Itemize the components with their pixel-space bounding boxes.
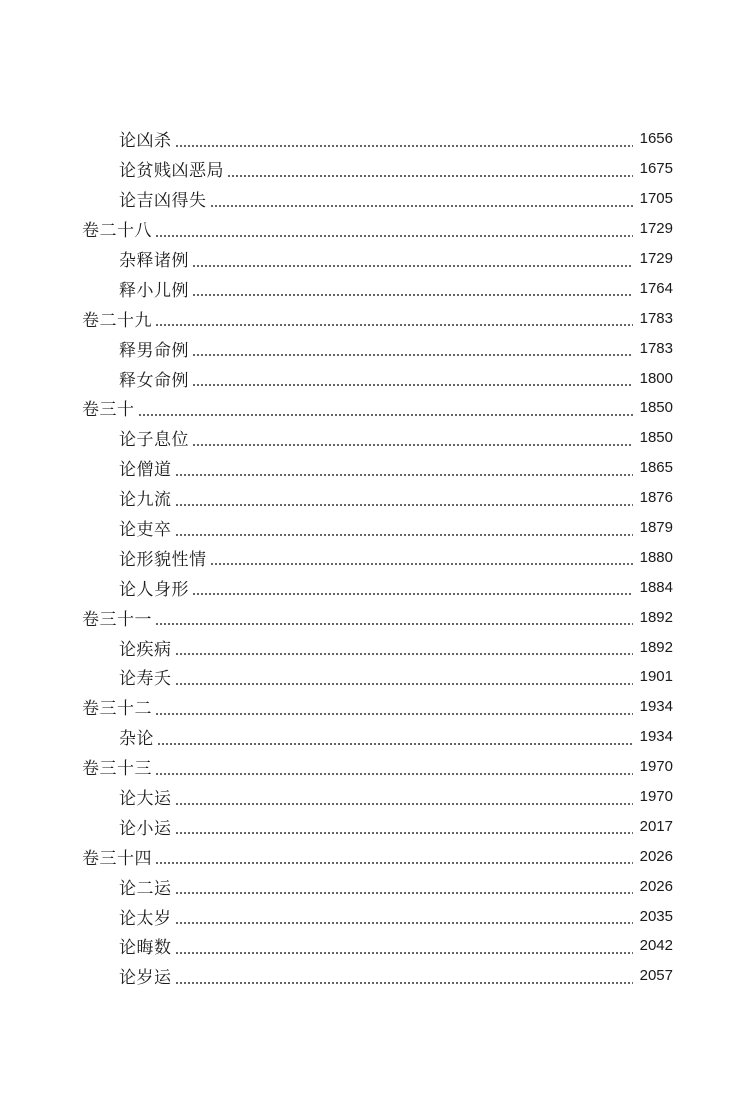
toc-entry-title: 释男命例 [119,340,189,361]
dot-leader [175,972,634,986]
toc-entry-page-number: 1764 [639,279,673,297]
dot-leader [175,135,634,149]
toc-entry-page-number: 1783 [639,309,673,327]
toc-entry-title: 论大运 [119,789,172,810]
toc-entry-title: 论寿夭 [119,669,172,690]
toc-entry-title: 杂释诸例 [119,251,189,271]
dot-leader [175,524,634,538]
toc-entry-page-number: 1850 [639,399,673,417]
dot-leader [155,763,633,777]
toc-volume-entry[interactable] [0,303,755,333]
toc-entry-title: 论岁运 [119,968,172,989]
toc-entry-title: 卷二十九 [82,310,152,331]
dot-leader [192,255,633,269]
toc-entry-page-number: 1892 [639,638,673,656]
toc-entry-title: 卷二十八 [82,221,152,242]
toc-volume-entry[interactable] [0,393,755,423]
toc-entry-title: 卷三十四 [82,848,152,869]
toc-section-entry[interactable] [0,632,755,662]
toc-section-entry[interactable] [0,453,755,483]
toc-section-entry[interactable] [0,483,755,513]
toc-entry-title: 论贫贱凶恶局 [119,161,224,182]
dot-leader [175,494,634,508]
toc-entry-title: 论吉凶得失 [119,191,207,212]
toc-section-entry[interactable] [0,782,755,812]
toc-entry-page-number: 2026 [639,877,673,895]
toc-entry-page-number: 1705 [639,190,673,208]
dot-leader [192,344,633,358]
dot-leader [192,284,633,298]
toc-entry-page-number: 1729 [639,250,673,267]
toc-entry-page-number: 1901 [639,668,673,686]
dot-leader [192,434,633,448]
toc-section-entry[interactable] [0,871,755,901]
dot-leader [192,583,633,597]
toc-entry-title: 卷三十二 [82,699,152,720]
dot-leader [175,912,634,926]
toc-entry-page-number: 2026 [639,847,673,865]
toc-entry-page-number: 1970 [639,758,673,776]
toc-entry-page-number: 1934 [639,698,673,716]
toc-volume-entry[interactable] [0,841,755,871]
toc-entry-page-number: 2017 [639,817,673,835]
toc-entry-title: 论人身形 [119,579,189,600]
dot-leader [155,613,633,627]
toc-entry-page-number: 1850 [639,429,673,447]
toc-entry-title: 卷三十 [82,400,135,421]
toc-entry-page-number: 1729 [639,220,673,238]
dot-leader [155,703,633,717]
toc-entry-title: 论子息位 [119,430,189,451]
toc-section-entry[interactable] [0,513,755,543]
toc-entry-page-number: 1884 [639,578,673,596]
toc-entry-page-number: 1675 [639,160,673,178]
dot-leader [227,165,633,179]
dot-leader [155,314,633,328]
toc-entry-page-number: 1656 [639,130,673,148]
dot-leader [157,733,633,747]
table-of-contents [0,124,755,991]
toc-section-entry[interactable] [0,722,755,752]
toc-entry-page-number: 1970 [639,788,673,806]
toc-section-entry[interactable] [0,423,755,453]
toc-entry-title: 论僧道 [119,460,172,481]
toc-entry-title: 论形貌性情 [119,549,207,570]
dot-leader [210,195,634,209]
toc-section-entry[interactable] [0,662,755,692]
dot-leader [175,673,634,687]
dot-leader [175,822,634,836]
toc-entry-page-number: 1879 [639,519,673,537]
dot-leader [175,643,634,657]
toc-entry-title: 释小儿例 [119,280,189,301]
dot-leader [192,374,633,388]
dot-leader [155,225,633,239]
toc-section-entry[interactable] [0,572,755,602]
toc-volume-entry[interactable] [0,602,755,632]
toc-entry-page-number: 2057 [639,967,673,985]
toc-volume-entry[interactable] [0,752,755,782]
toc-entry-page-number: 1876 [639,489,673,507]
toc-entry-title: 论小运 [119,818,172,839]
toc-entry-page-number: 1865 [639,459,673,477]
toc-entry-title: 论凶杀 [119,131,172,152]
toc-entry-page-number: 1800 [639,369,673,387]
toc-entry-title: 论疾病 [119,639,172,660]
toc-section-entry[interactable] [0,363,755,393]
toc-volume-entry[interactable] [0,692,755,722]
toc-section-entry[interactable] [0,333,755,363]
dot-leader [175,464,634,478]
toc-entry-title: 论二运 [119,878,172,899]
dot-leader [175,882,634,896]
toc-entry-title: 论九流 [119,490,172,511]
dot-leader [175,942,634,956]
toc-entry-title: 论晦数 [119,938,172,959]
toc-section-entry[interactable] [0,901,755,931]
toc-volume-entry[interactable] [0,214,755,244]
toc-section-entry[interactable] [0,124,755,154]
toc-entry-title: 释女命例 [119,370,189,391]
toc-entry-title: 论太岁 [119,908,172,929]
toc-section-entry[interactable] [0,184,755,214]
dot-leader [210,553,634,567]
toc-section-entry[interactable] [0,961,755,991]
toc-section-entry[interactable] [0,542,755,572]
toc-entry-page-number: 1892 [639,608,673,626]
toc-entry-page-number: 2035 [639,907,673,925]
toc-entry-title: 论吏卒 [119,520,172,541]
toc-section-entry[interactable] [0,811,755,841]
dot-leader [175,793,634,807]
dot-leader [138,404,634,418]
toc-section-entry[interactable] [0,273,755,303]
toc-section-entry[interactable] [0,154,755,184]
toc-entry-page-number: 1783 [639,339,673,357]
toc-entry-page-number: 1934 [639,728,673,746]
toc-entry-title: 卷三十一 [82,609,152,630]
toc-entry-title: 卷三十三 [82,759,152,780]
toc-entry-title: 杂论 [119,729,154,750]
dot-leader [155,852,633,866]
toc-section-entry[interactable] [0,244,755,274]
toc-entry-page-number: 2042 [639,937,673,955]
toc-entry-page-number: 1880 [639,548,673,566]
toc-section-entry[interactable] [0,931,755,961]
